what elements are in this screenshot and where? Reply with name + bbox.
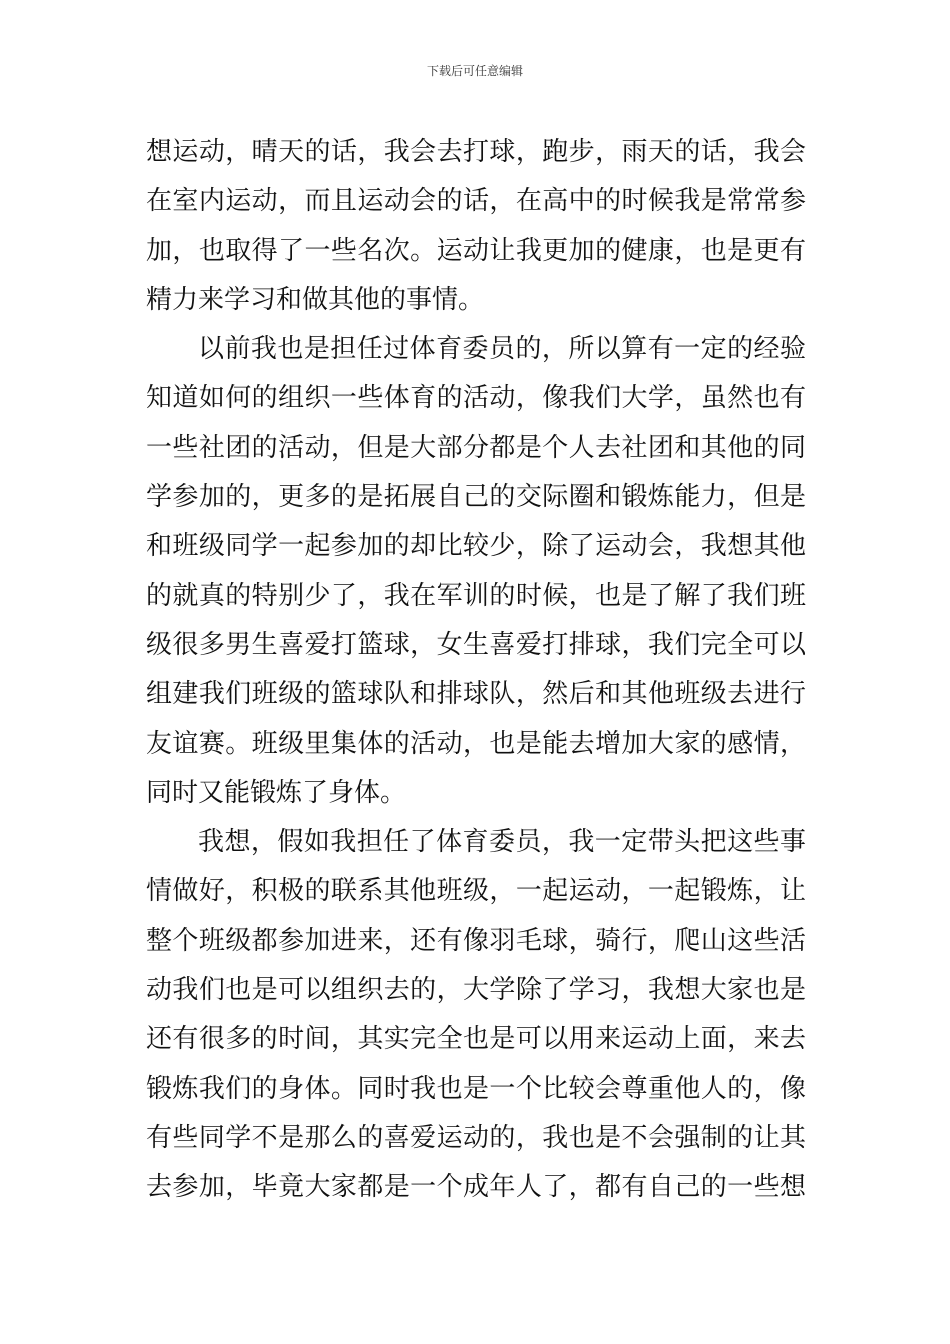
document-body bbox=[146, 128, 806, 1213]
text-line: 以前我也是担任过体育委员的，所以算有一定的经验 bbox=[198, 334, 806, 365]
text-line: 和班级同学一起参加的却比较少，除了运动会，我想其他 bbox=[146, 531, 806, 562]
text-line: 去参加，毕竟大家都是一个成年人了，都有自己的一些想 bbox=[146, 1172, 806, 1203]
text-line: 锻炼我们的身体。同时我也是一个比较会尊重他人的，像 bbox=[146, 1073, 806, 1104]
page-header: 下载后可任意编辑 bbox=[426, 64, 523, 78]
text-line: 学参加的，更多的是拓展自己的交际圈和锻炼能力，但是 bbox=[146, 482, 806, 513]
text-line: 情做好，积极的联系其他班级，一起运动，一起锻炼，让 bbox=[146, 876, 806, 907]
text-line: 组建我们班级的篮球队和排球队，然后和其他班级去进行 bbox=[146, 679, 806, 710]
text-line: 的就真的特别少了，我在军训的时候，也是了解了我们班 bbox=[146, 580, 806, 611]
text-line: 知道如何的组织一些体育的活动，像我们大学，虽然也有 bbox=[146, 383, 806, 414]
text-line: 想运动，晴天的话，我会去打球，跑步，雨天的话，我会 bbox=[146, 137, 806, 167]
text-line: 一些社团的活动，但是大部分都是个人去社团和其他的同 bbox=[146, 432, 806, 463]
text-line: 我想，假如我担任了体育委员，我一定带头把这些事 bbox=[198, 827, 806, 858]
text-line: 友谊赛。班级里集体的活动，也是能去增加大家的感情， bbox=[146, 728, 806, 759]
text-line: 精力来学习和做其他的事情。 bbox=[146, 284, 485, 315]
text-line: 整个班级都参加进来，还有像羽毛球，骑行，爬山这些活 bbox=[146, 925, 806, 956]
text-line: 同时又能锻炼了身体。 bbox=[146, 777, 407, 808]
text-line: 在室内运动，而且运动会的话，在高中的时候我是常常参 bbox=[146, 186, 806, 217]
text-line: 有些同学不是那么的喜爱运动的，我也是不会强制的让其 bbox=[146, 1122, 806, 1153]
text-line: 级很多男生喜爱打篮球，女生喜爱打排球，我们完全可以 bbox=[146, 629, 806, 660]
text-line: 还有很多的时间，其实完全也是可以用来运动上面，来去 bbox=[146, 1024, 806, 1055]
text-line: 动我们也是可以组织去的，大学除了学习，我想大家也是 bbox=[146, 975, 806, 1006]
text-line: 加，也取得了一些名次。运动让我更加的健康，也是更有 bbox=[146, 235, 806, 266]
